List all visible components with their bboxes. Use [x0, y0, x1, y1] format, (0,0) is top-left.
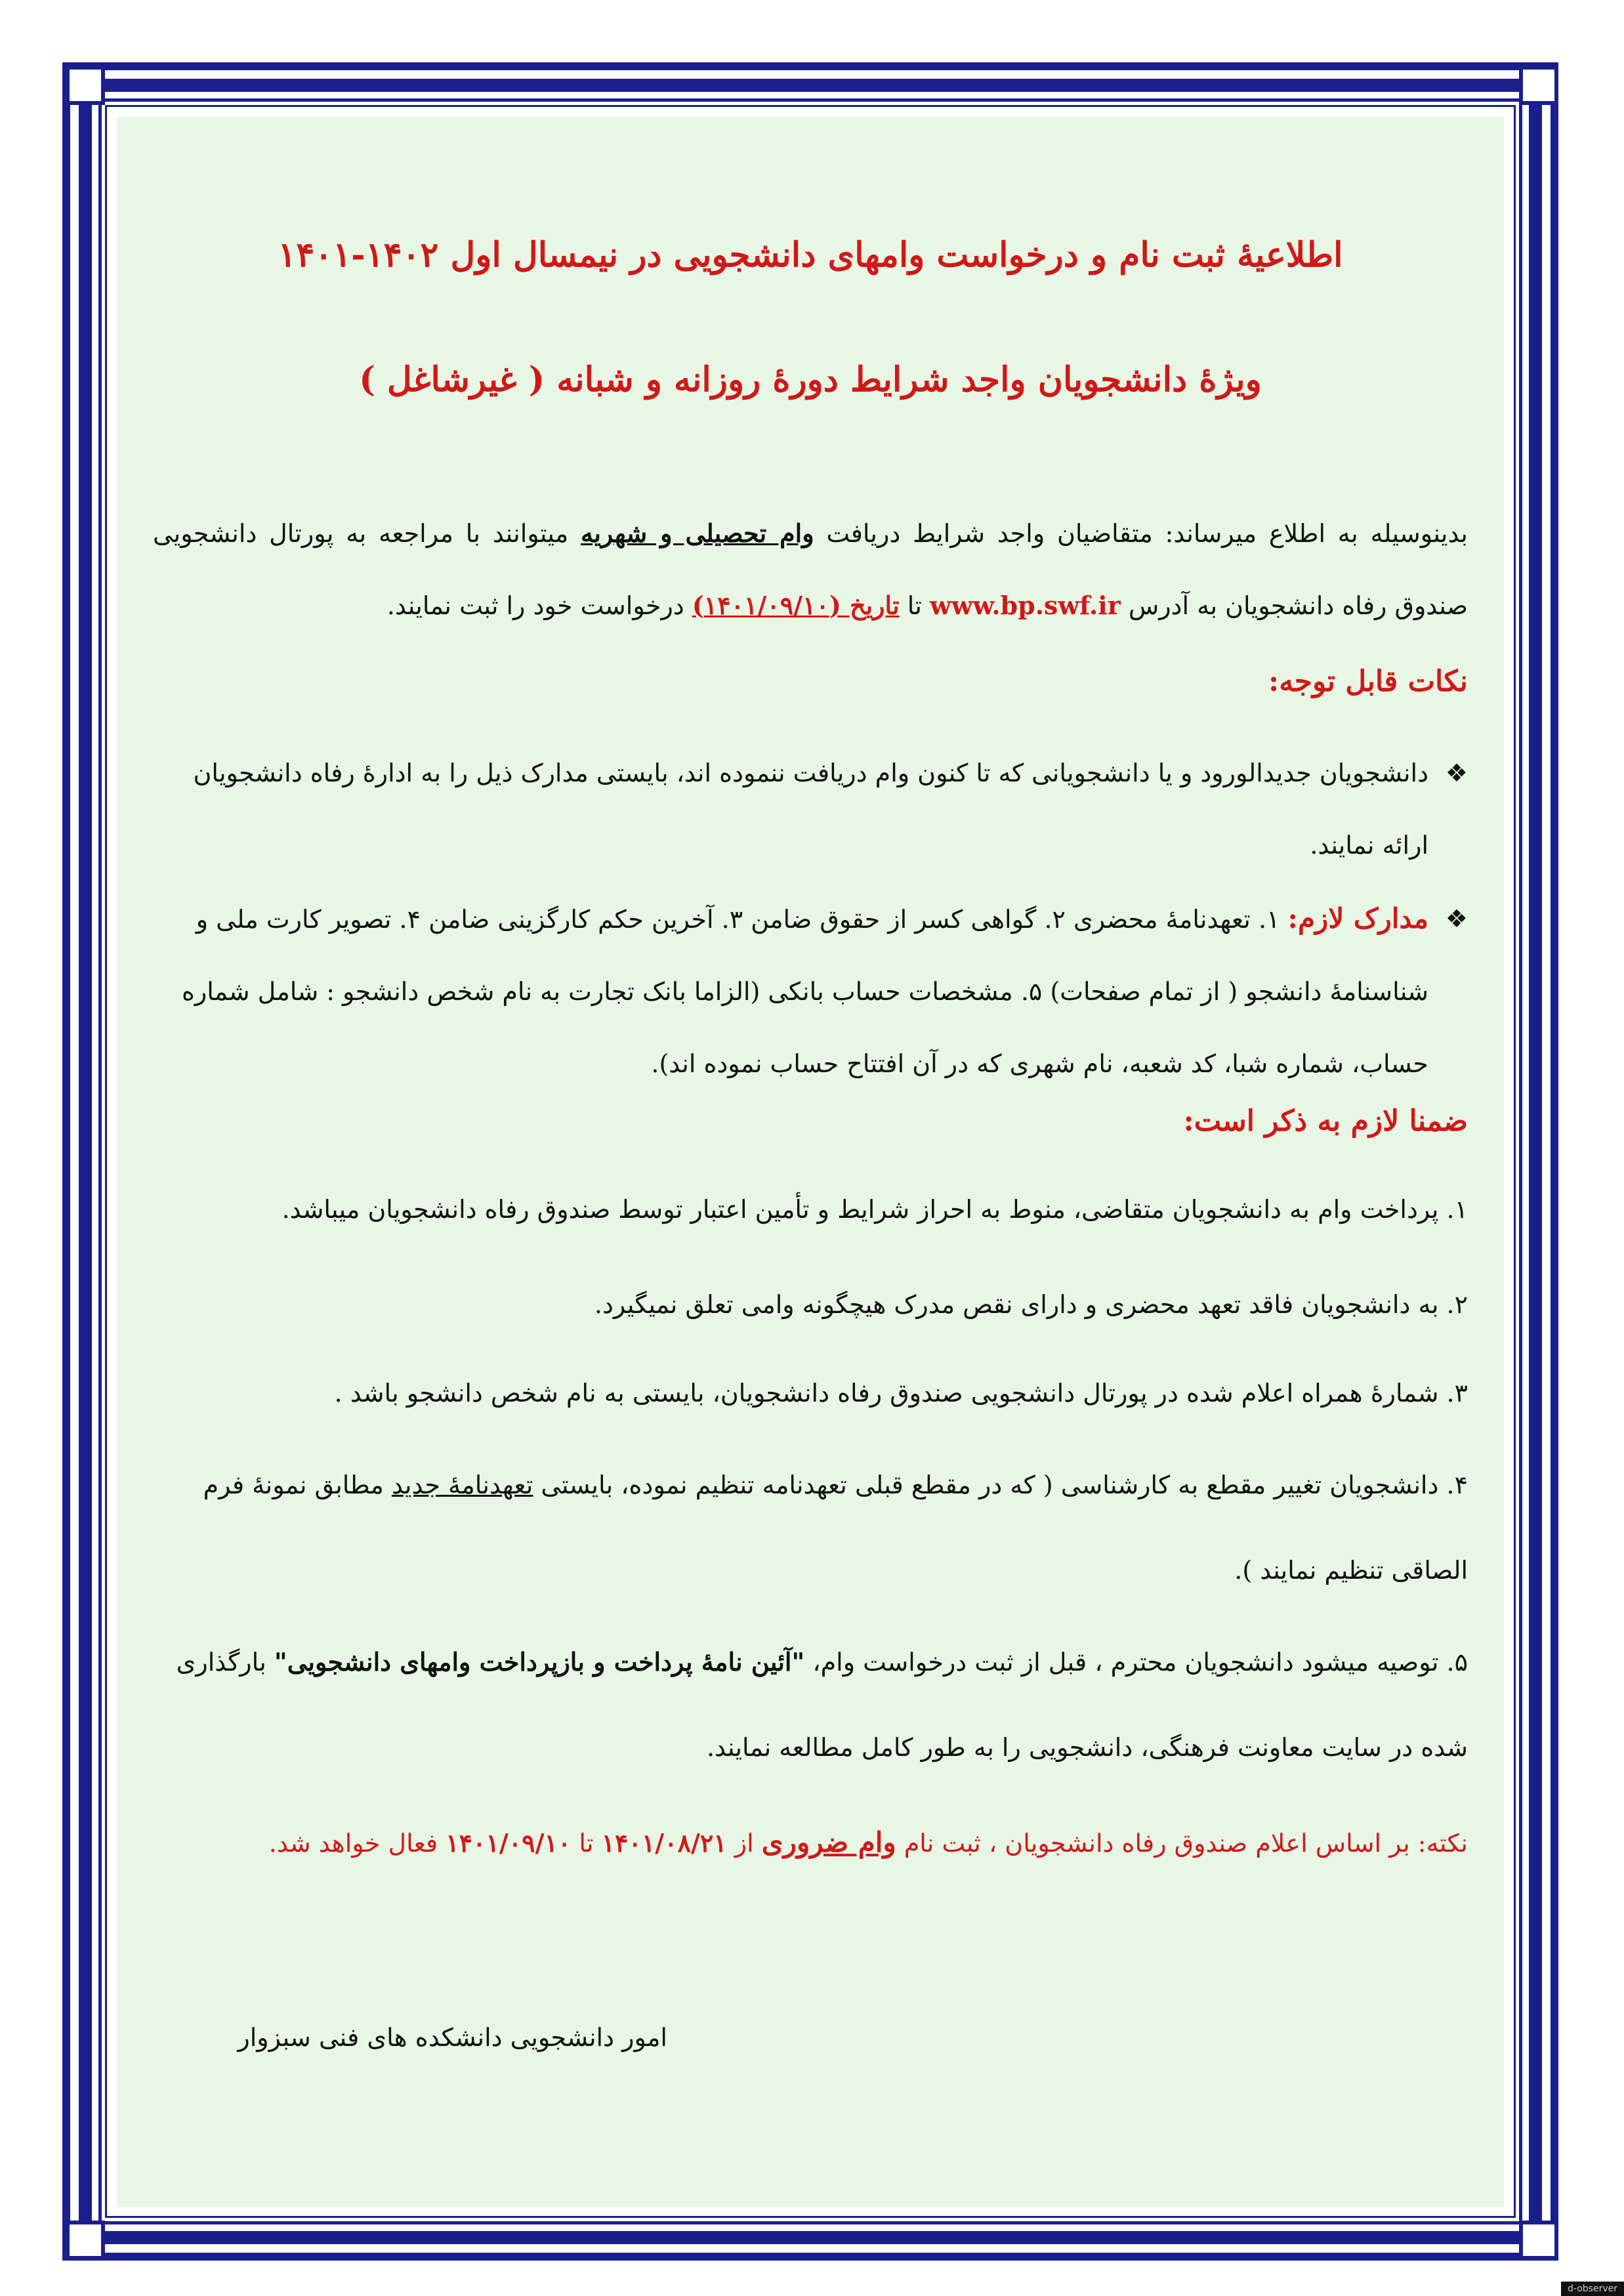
diamond-bullet-icon: ❖ — [1445, 904, 1468, 933]
bullet-required-docs — [153, 883, 1468, 1100]
note-date-to: ۱۴۰۱/۰۹/۱۰ — [446, 1828, 572, 1858]
new-commitment-form: تعهدنامهٔ جدید — [391, 1471, 533, 1499]
emergency-loan: وام ضروری — [761, 1826, 896, 1858]
intro-text-1: بدینوسیله به اطلاع میرساند: متقاضیان واجد شرایط دریافت — [826, 519, 1468, 548]
list-item-2: ۲. به دانشجویان فاقد تعهد محضری و دارای نقص مدرک هیچگونه وامی تعلق نمیگیرد. — [594, 1290, 1468, 1319]
regulation-title: "آئین نامهٔ پرداخت و بازپرداخت وامهای دانشجویی" — [274, 1647, 805, 1677]
also-heading: ضمنا لازم به ذکر است: — [1183, 1104, 1468, 1138]
bullet-new-students — [153, 737, 1468, 881]
signature: امور دانشجویی دانشکده های فنی سبزوار — [238, 2023, 667, 2052]
note-text-d: فعال خواهد شد. — [268, 1829, 438, 1858]
required-docs-label: مدارک لازم: — [1287, 902, 1428, 934]
list-item-5-text-b: بارگذاری شده در سایت معاونت فرهنگی، دانشجویی را به طور کامل مطالعه نمایند. — [176, 1648, 1468, 1762]
emergency-loan-note — [153, 1816, 1468, 1869]
page-title: اطلاعیهٔ ثبت نام و درخواست وامهای دانشجویی در نیمسال اول ۱۴۰۲-۱۴۰۱ — [278, 235, 1343, 275]
note-text-c: تا — [579, 1829, 594, 1858]
corner-ornament-bottom-left — [66, 2221, 105, 2260]
intro-text-2: میتوانند با مراجعه به پورتال دانشجویی صندوق رفاه دانشجویان به آدرس — [153, 519, 1468, 620]
loan-types: وام تحصیلی و شهریه — [580, 518, 814, 548]
page-subtitle: ویژهٔ دانشجویان واجد شرایط دورهٔ روزانه و شبانه ( غیرشاغل ) — [359, 360, 1262, 400]
list-item-1: ۱. پرداخت وام به دانشجویان متقاضی، منوط به احراز شرایط و تأمین اعتبار توسط صندوق رفاه دانشجویان میباشد. — [281, 1195, 1468, 1224]
corner-ornament-top-right — [1519, 66, 1558, 105]
intro-text-4: درخواست خود را ثبت نمایند. — [386, 591, 684, 620]
notice-panel — [117, 117, 1504, 2207]
required-docs-text: ۱. تعهدنامهٔ محضری ۲. گواهی کسر از حقوق ضامن ۳. آخرین حکم کارگزینی ضامن ۴. تصویر کارت ملی و شناسنامهٔ دانشجو ( از تمام صفحات) ۵. مشخصات حساب بانکی (الزاما بانک تجارت به نام شخص دانشجو : شامل شماره حساب، شماره شبا، کد شعبه، نام شهری که در آن افتتاح حساب نموده اند). — [181, 905, 1428, 1078]
note-text-b: از — [734, 1829, 754, 1858]
list-item-4 — [153, 1442, 1468, 1613]
corner-ornament-bottom-right — [1519, 2221, 1558, 2260]
deadline-date: تاریخ (۱۴۰۱/۰۹/۱۰) — [692, 591, 900, 620]
intro-paragraph — [153, 497, 1468, 642]
note-date-from: ۱۴۰۱/۰۸/۲۱ — [601, 1828, 727, 1858]
notice-content — [117, 117, 1504, 2207]
list-item-5-text-a: ۵. توصیه میشود دانشجویان محترم ، قبل از ثبت درخواست وام، — [812, 1648, 1468, 1677]
notes-heading: نکات قابل توجه: — [1268, 665, 1468, 698]
intro-text-3: تا — [907, 591, 922, 620]
list-item-5 — [153, 1619, 1468, 1790]
note-text-a: نکته: بر اساس اعلام صندوق رفاه دانشجویان ، ثبت نام — [904, 1829, 1468, 1858]
bullet-new-students-text: دانشجویان جدیدالورود و یا دانشجویانی که تا کنون وام دریافت ننموده اند، بایستی مدارک ذیل را به ادارهٔ رفاه دانشجویان ارائه نمایند. — [193, 759, 1428, 860]
list-item-3: ۳. شمارهٔ همراه اعلام شده در پورتال دانشجویی صندوق رفاه دانشجویان، بایستی به نام شخص دانشجو باشد . — [334, 1379, 1468, 1408]
diamond-bullet-icon: ❖ — [1445, 759, 1468, 787]
corner-ornament-top-left — [66, 66, 105, 105]
list-item-4-text-b: مطابق نمونهٔ فرم الصاقی تنظیم نمایند ). — [203, 1471, 1468, 1585]
watermark-badge: d-observer — [1561, 2282, 1624, 2296]
list-item-4-text-a: ۴. دانشجویان تغییر مقطع به کارشناسی ( که در مقطع قبلی تعهدنامه تنظیم نموده، بایستی — [541, 1471, 1468, 1499]
portal-url[interactable]: www.bp.swf.ir — [930, 591, 1121, 620]
